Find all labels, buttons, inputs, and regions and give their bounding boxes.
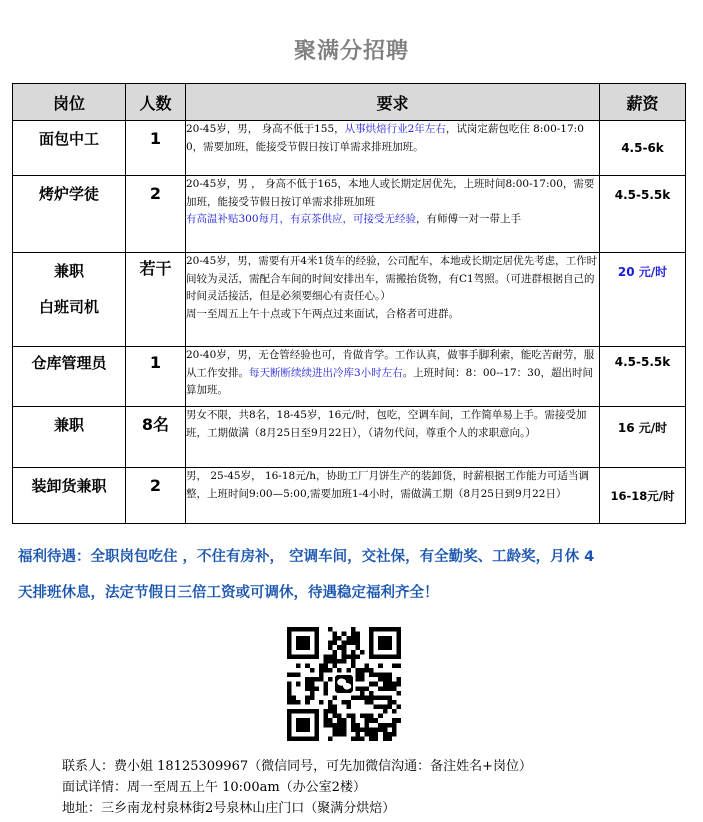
job-requirements: 20-40岁，男，无仓管经验也可，肯做肯学。工作认真，做事手脚利索，能吃苦耐劳，服从工作安排。每天断断续续进出冷库3小时左右。上班时间：8：00--17：30，超出时间算加班。 [186, 347, 600, 407]
contact-info [62, 756, 532, 819]
interview-details: 面试详情：周一至周五上午 10:00am（办公室2楼） [62, 780, 366, 795]
job-position: 面包中工 [13, 121, 126, 176]
table-row [13, 468, 686, 524]
header-salary: 薪资 [600, 84, 686, 121]
page-title: 聚满分招聘 [293, 39, 409, 64]
job-count: 1 [126, 347, 186, 407]
address: 地址：三乡南龙村泉林街2号泉林山庄门口（聚满分烘焙） [62, 801, 396, 816]
job-requirements: 男， 25-45岁， 16-18元/h，协助工厂月饼生产的装卸货，时薪根据工作能力可适当调整，上班时间9:00—5:00,需要加班1-4小时，需做满工期（8月25日到9月22日） [186, 468, 600, 524]
job-position: 烤炉学徒 [13, 176, 126, 253]
table-header-row [13, 84, 686, 121]
job-position: 兼职 [13, 407, 126, 468]
header-count: 人数 [126, 84, 186, 121]
job-position: 兼职 白班司机 [13, 253, 126, 347]
table-row [13, 407, 686, 468]
job-count: 1 [126, 121, 186, 176]
table-row [13, 347, 686, 407]
table-row [13, 176, 686, 253]
job-position: 装卸货兼职 [13, 468, 126, 524]
job-salary: 20 元/时 [600, 253, 686, 347]
job-count: 2 [126, 468, 186, 524]
job-salary: 4.5-6k [600, 121, 686, 176]
benefits-text: 福利待遇：全职岗包吃住 ，不住有房补， 空调车间，交社保，有全勤奖、工龄奖，月休 4 天排班休息，法定节假日三倍工资或可调休，待遇稳定福利齐全！ [18, 549, 595, 601]
job-requirements: 男女不限，共8名，18-45岁，16元/时，包吃，空调车间，工作简单易上手。需接受加班，工期做满（8月25日至9月22日），（请勿代问，尊重个人的求职意向。） [186, 407, 600, 468]
header-requirements: 要求 [186, 84, 600, 121]
wechat-qr-code-icon [287, 627, 401, 741]
job-requirements: 20-45岁，男 ， 身高不低于165，本地人或长期定居优先，上班时间8:00-17:00，需要加班，能接受节假日按订单需求排班加班 有高温补贴300每月，有京茶供应，可接受无经验，有师傅一对一带上手 [186, 176, 600, 253]
job-salary: 16-18元/时 [600, 468, 686, 524]
job-salary: 16 元/时 [600, 407, 686, 468]
job-count: 8名 [126, 407, 186, 468]
job-count: 2 [126, 176, 186, 253]
job-count: 若干 [126, 253, 186, 347]
contact-person: 联系人：费小姐 18125309967（微信同号，可先加微信沟通：备注姓名+岗位） [62, 759, 533, 774]
table-row [13, 121, 686, 176]
jobs-table [12, 83, 686, 524]
job-salary: 4.5-5.5k [600, 347, 686, 407]
job-requirements: 20-45岁，男，需要有开4米1货车的经验，公司配车，本地或长期定居优先考虑，工作时间较为灵活，需配合车间的时间安排出车，需搬抬货物，有C1驾照。（可进群根据自己的时间灵活接活，但是必须要细心有责任心。） 周一至周五上午十点或下午两点过来面试，合格者可进群。 [186, 253, 600, 347]
job-salary: 4.5-5.5k [600, 176, 686, 253]
table-row [13, 253, 686, 347]
header-position: 岗位 [13, 84, 126, 121]
job-requirements: 20-45岁，男， 身高不低于155，从事烘焙行业2年左右，试岗定薪包吃住 8:00-17:00，需要加班，能接受节假日按订单需求排班加班。 [186, 121, 600, 176]
job-position: 仓库管理员 [13, 347, 126, 407]
